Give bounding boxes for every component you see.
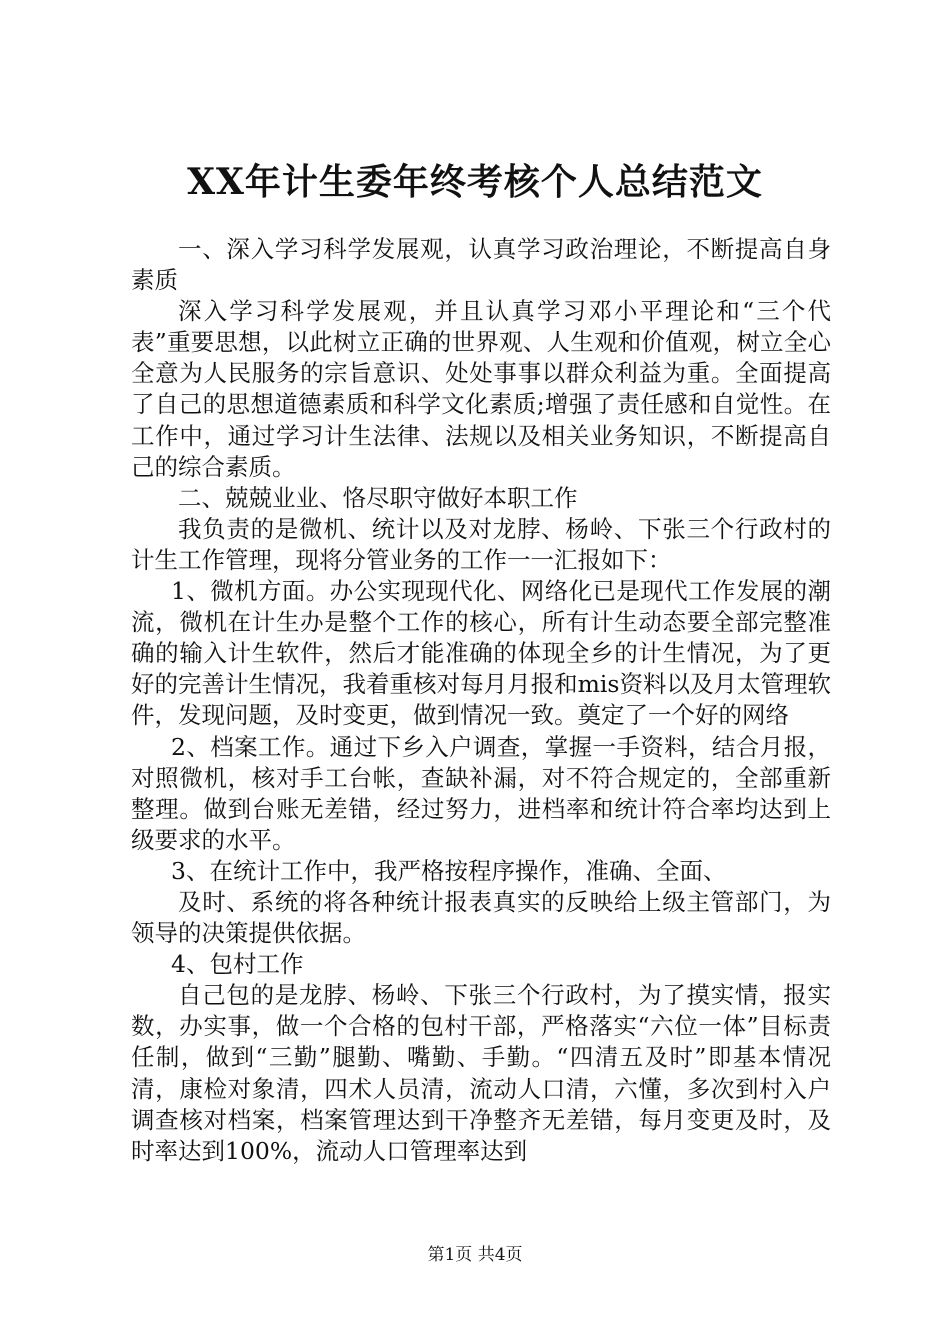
paragraph: 深入学习科学发展观，并且认真学习邓小平理论和“三个代表”重要思想，以此树立正确的世界观、人生观和价值观，树立全心全意为人民服务的宗旨意识、处处事事以群众利益为重。全面提高了自己的思想道德素质和科学文化素质;增强了责任感和自觉性。在工作中，通过学习计生法律、法规以及相关业务知识，不断提高自己的综合素质。: [131, 297, 831, 481]
document-title: XX年计生委年终考核个人总结范文: [187, 161, 763, 203]
paragraph-item-3-continued: 及时、系统的将各种统计报表真实的反映给上级主管部门，为领导的决策提供依据。: [131, 887, 831, 948]
section-heading-1: 一、深入学习科学发展观，认真学习政治理论，不断提高自身素质: [131, 235, 831, 295]
page-footer: 第1页 共4页: [427, 1245, 523, 1265]
paragraph: 我负责的是微机、统计以及对龙脖、杨岭、下张三个行政村的计生工作管理，现将分管业务的工作一一汇报如下：: [131, 514, 831, 574]
document-body: [131, 234, 831, 1167]
paragraph: 自己包的是龙脖、杨岭、下张三个行政村，为了摸实情，报实数，办实事，做一个合格的包村干部，严格落实“六位一体”目标责任制，做到“三勤”腿勤、嘴勤、手勤。“四清五及时”即基本情况清，康检对象清，四术人员清，流动人口清，六懂，多次到村入户调查核对档案，档案管理达到干净整齐无差错，每月变更及时，及时率达到100%，流动人口管理率达到: [131, 981, 831, 1165]
paragraph-item-2: 2、档案工作。通过下乡入户调查，掌握一手资料，结合月报，对照微机，核对手工台帐，查缺补漏，对不符合规定的，全部重新整理。做到台账无差错，经过努力，进档率和统计符合率均达到上级要求的水平。: [131, 732, 831, 854]
paragraph-item-4: 4、包村工作: [171, 950, 304, 979]
section-heading-2: 二、兢兢业业、恪尽职守做好本职工作: [178, 483, 578, 512]
paragraph-item-1: 1、微机方面。办公实现现代化、网络化已是现代工作发展的潮流，微机在计生办是整个工作的核心，所有计生动态要全部完整准确的输入计生软件，然后才能准确的体现全乡的计生情况，为了更好的完善计生情况，我着重核对每月月报和mis资料以及月太管理软件，发现问题，及时变更，做到情况一致。奠定了一个好的网络: [131, 577, 831, 730]
paragraph-item-3: 3、在统计工作中，我严格按程序操作，准确、全面、: [171, 856, 727, 885]
